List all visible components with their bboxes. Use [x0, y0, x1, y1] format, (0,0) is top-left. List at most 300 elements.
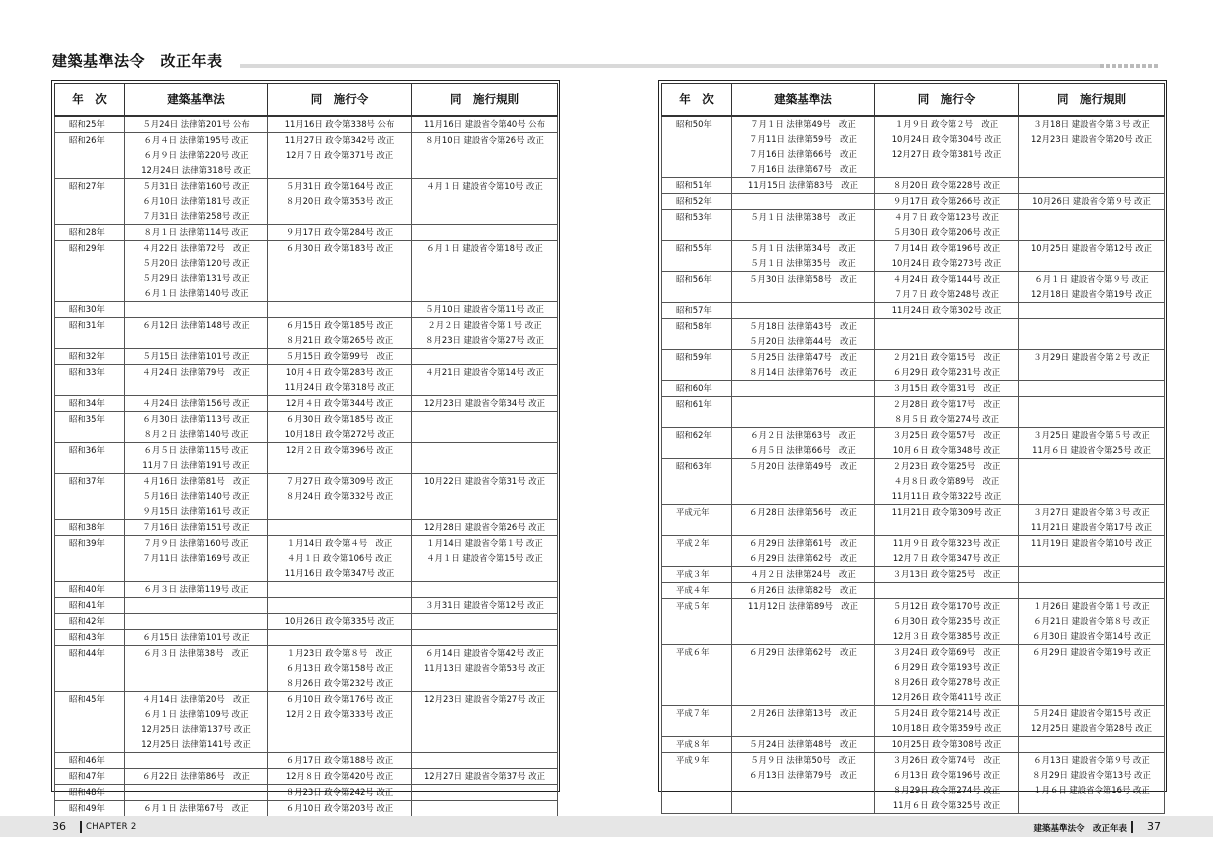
- rule-cell: [412, 133, 558, 179]
- law-cell: [732, 194, 875, 210]
- rule-entry: [413, 349, 556, 364]
- law-entry: 12月25日 法律第137号 改正: [141, 724, 251, 734]
- year-cell: 昭和51年: [662, 178, 732, 194]
- rule-cell: [412, 365, 558, 396]
- right-table-body: [662, 116, 1165, 814]
- law-cell: [732, 178, 875, 194]
- order-entry: 12月４日 政令第344号 改正: [285, 398, 394, 408]
- rule-cell: [1019, 303, 1165, 319]
- rule-entry: ４月１日 建設省令第10号 改正: [426, 181, 543, 191]
- rule-cell: [412, 614, 558, 630]
- year-cell: 平成５年: [662, 599, 732, 645]
- rule-entry: 11月６日 建設省令第25号 改正: [1032, 445, 1151, 455]
- order-entry: 11月９日 政令第323号 改正: [892, 538, 1001, 548]
- order-cell: [875, 583, 1019, 599]
- law-cell: [732, 599, 875, 645]
- law-cell: [125, 520, 268, 536]
- year-cell: 昭和50年: [662, 116, 732, 178]
- order-entry: ７月７日 政令第248号 改正: [893, 289, 1000, 299]
- order-entry: ６月10日 政令第203号 改正: [285, 803, 394, 813]
- order-entry: 12月26日 政令第411号 改正: [891, 692, 1002, 702]
- rule-entry: ３月29日 建設省令第２号 改正: [1033, 352, 1150, 362]
- order-entry: 10月24日 政令第273号 改正: [891, 258, 1002, 268]
- law-entry: ７月16日 法律第67号 改正: [749, 164, 857, 174]
- law-entry: ８月１日 法律第114号 改正: [143, 227, 249, 237]
- order-entry: ８月26日 政令第278号 改正: [892, 677, 1001, 687]
- rule-entry: 12月23日 建設省令第20号 改正: [1030, 134, 1153, 144]
- year-cell: 昭和57年: [662, 303, 732, 319]
- law-entry: ５月９日 法律第50号 改正: [750, 755, 856, 765]
- law-entry: ５月18日 法律第43号 改正: [749, 321, 857, 331]
- order-entry: １月９日 政令第２号 改正: [894, 119, 999, 129]
- page-number-left: 36: [52, 820, 66, 833]
- order-cell: [268, 692, 412, 753]
- table-row: [55, 785, 558, 801]
- rule-cell: [1019, 599, 1165, 645]
- law-entry: ６月３日 法律第38号 改正: [143, 648, 249, 658]
- year-cell: 昭和63年: [662, 459, 732, 505]
- order-cell: [268, 396, 412, 412]
- year-cell: 昭和49年: [55, 801, 125, 817]
- rule-cell: [1019, 397, 1165, 428]
- order-entry: ６月30日 政令第185号 改正: [285, 414, 394, 424]
- law-entry: ４月16日 法律第81号 改正: [142, 476, 250, 486]
- order-entry: [269, 302, 410, 317]
- law-entry: ５月16日 法律第140号 改正: [142, 491, 250, 501]
- table-row: [662, 116, 1165, 178]
- rule-entry: １月14日 建設省令第１号 改正: [426, 538, 543, 548]
- order-cell: [875, 737, 1019, 753]
- rule-entry: ３月25日 建設省令第５号 改正: [1033, 430, 1150, 440]
- order-cell: [875, 319, 1019, 350]
- rule-cell: [1019, 428, 1165, 459]
- table-row: [662, 241, 1165, 272]
- rule-entry: ６月21日 建設省令第８号 改正: [1033, 616, 1150, 626]
- chapter-label: CHAPTER 2: [86, 822, 137, 832]
- rule-cell: [412, 598, 558, 614]
- order-entry: 12月２日 政令第396号 改正: [285, 445, 394, 455]
- rule-entry: [1020, 459, 1163, 474]
- header-enforcement-order: 同 施行令: [875, 84, 1019, 117]
- rule-cell: [1019, 567, 1165, 583]
- table-row: [662, 303, 1165, 319]
- table-row: [55, 630, 558, 646]
- rule-entry: [413, 412, 556, 427]
- rule-entry: 11月21日 建設省令第17号 改正: [1030, 522, 1153, 532]
- law-entry: ５月24日 法律第201号 公布: [142, 119, 250, 129]
- header-enforcement-order: 同 施行令: [268, 84, 412, 117]
- year-cell: 平成３年: [662, 567, 732, 583]
- order-entry: 10月18日 政令第359号 改正: [891, 723, 1002, 733]
- rule-cell: [412, 412, 558, 443]
- order-entry: 12月７日 政令第371号 改正: [285, 150, 394, 160]
- order-cell: [875, 428, 1019, 459]
- year-cell: 平成８年: [662, 737, 732, 753]
- year-cell: 昭和29年: [55, 241, 125, 302]
- law-cell: [732, 567, 875, 583]
- law-entry: ２月26日 法律第13号 改正: [749, 708, 857, 718]
- table-row: [662, 753, 1165, 814]
- law-entry: ６月５日 法律第66号 改正: [750, 445, 856, 455]
- law-entry: ５月31日 法律第160号 改正: [142, 181, 250, 191]
- order-entry: 10月６日 政令第348号 改正: [892, 445, 1001, 455]
- rule-cell: [412, 179, 558, 225]
- year-cell: 昭和40年: [55, 582, 125, 598]
- order-cell: [875, 303, 1019, 319]
- law-cell: [732, 303, 875, 319]
- rule-cell: [1019, 753, 1165, 814]
- law-entry: ４月22日 法律第72号 改正: [142, 243, 250, 253]
- table-row: [55, 179, 558, 225]
- rule-entry: ５月10日 建設省令第11号 改正: [425, 304, 544, 314]
- order-entry: 12月27日 政令第381号 改正: [891, 149, 1002, 159]
- year-cell: 昭和60年: [662, 381, 732, 397]
- chapter-divider: [80, 821, 82, 833]
- rule-entry: ３月18日 建設省令第３号 改正: [1033, 119, 1150, 129]
- law-entry: ６月５日 法律第115号 改正: [143, 445, 249, 455]
- law-cell: [125, 753, 268, 769]
- rule-cell: [1019, 459, 1165, 505]
- table-row: [55, 753, 558, 769]
- law-entry: ６月13日 法律第79号 改正: [749, 770, 857, 780]
- order-cell: [875, 241, 1019, 272]
- law-entry: ９月15日 法律第161号 改正: [142, 506, 250, 516]
- law-cell: [125, 646, 268, 692]
- rule-entry: ５月24日 建設省令第15号 改正: [1032, 708, 1151, 718]
- rule-cell: [412, 241, 558, 302]
- rule-entry: 11月13日 建設省令第53号 改正: [423, 663, 546, 673]
- rule-cell: [412, 785, 558, 801]
- law-entry: ７月９日 法律第160号 改正: [143, 538, 249, 548]
- rule-entry: 12月23日 建設省令第27号 改正: [423, 694, 546, 704]
- law-cell: [125, 582, 268, 598]
- law-cell: [125, 630, 268, 646]
- order-entry: ６月15日 政令第185号 改正: [285, 320, 394, 330]
- year-cell: 昭和37年: [55, 474, 125, 520]
- law-entry: ５月30日 法律第58号 改正: [749, 274, 857, 284]
- law-entry: ６月29日 法律第61号 改正: [749, 538, 857, 548]
- table-row: [55, 318, 558, 349]
- law-entry: [126, 785, 266, 800]
- table-row: [55, 598, 558, 614]
- table-row: [662, 210, 1165, 241]
- law-cell: [125, 179, 268, 225]
- order-entry: ３月25日 政令第57号 改正: [892, 430, 1001, 440]
- order-entry: 11月21日 政令第309号 改正: [891, 507, 1002, 517]
- year-cell: 昭和32年: [55, 349, 125, 365]
- rule-cell: [412, 116, 558, 133]
- rule-cell: [1019, 536, 1165, 567]
- law-entry: ５月１日 法律第34号 改正: [750, 243, 856, 253]
- law-entry: ５月24日 法律第48号 改正: [749, 739, 857, 749]
- rule-entry: ６月29日 建設省令第19号 改正: [1032, 647, 1151, 657]
- law-entry: ６月１日 法律第67号 改正: [143, 803, 249, 813]
- year-cell: 昭和34年: [55, 396, 125, 412]
- year-cell: 昭和44年: [55, 646, 125, 692]
- law-entry: [126, 614, 266, 629]
- law-entry: [126, 302, 266, 317]
- law-cell: [125, 785, 268, 801]
- law-cell: [125, 365, 268, 396]
- table-row: [662, 505, 1165, 536]
- year-cell: 昭和27年: [55, 179, 125, 225]
- law-entry: ４月24日 法律第79号 改正: [142, 367, 250, 377]
- order-entry: 10月26日 政令第335号 改正: [284, 616, 395, 626]
- year-cell: 昭和62年: [662, 428, 732, 459]
- order-entry: ８月23日 政令第242号 改正: [285, 787, 394, 797]
- order-cell: [875, 210, 1019, 241]
- left-table-body: [55, 116, 558, 817]
- order-cell: [268, 318, 412, 349]
- rule-entry: [413, 614, 556, 629]
- law-entry: ６月26日 法律第82号 改正: [749, 585, 857, 595]
- table-row: [55, 133, 558, 179]
- law-cell: [125, 536, 268, 582]
- table-row: [662, 350, 1165, 381]
- order-entry: [269, 598, 410, 613]
- order-cell: [875, 567, 1019, 583]
- rule-cell: [1019, 645, 1165, 706]
- rule-entry: 10月26日 建設省令第９号 改正: [1032, 196, 1151, 206]
- law-entry: ４月14日 法律第20号 改正: [142, 694, 250, 704]
- law-entry: ６月４日 法律第195号 改正: [143, 135, 249, 145]
- law-cell: [125, 116, 268, 133]
- page-number-right: 37: [1147, 820, 1161, 833]
- order-entry: ９月17日 政令第266号 改正: [892, 196, 1001, 206]
- rule-entry: [1020, 737, 1163, 752]
- table-row: [55, 443, 558, 474]
- rule-cell: [412, 225, 558, 241]
- law-cell: [125, 474, 268, 520]
- year-cell: 昭和42年: [55, 614, 125, 630]
- law-entry: ５月29日 法律第131号 改正: [142, 273, 250, 283]
- law-cell: [125, 769, 268, 785]
- law-cell: [125, 692, 268, 753]
- order-entry: ８月24日 政令第332号 改正: [285, 491, 394, 501]
- law-entry: ６月９日 法律第220号 改正: [143, 150, 249, 160]
- order-entry: ９月17日 政令第284号 改正: [285, 227, 394, 237]
- order-entry: ６月17日 政令第188号 改正: [285, 755, 394, 765]
- order-entry: 11月24日 政令第318号 改正: [284, 382, 395, 392]
- order-cell: [268, 614, 412, 630]
- law-entry: 12月25日 法律第141号 改正: [141, 739, 251, 749]
- order-entry: ２月23日 政令第25号 改正: [892, 461, 1001, 471]
- law-cell: [732, 737, 875, 753]
- law-cell: [732, 241, 875, 272]
- law-cell: [125, 614, 268, 630]
- year-cell: 昭和61年: [662, 397, 732, 428]
- order-entry: [269, 582, 410, 597]
- rule-entry: [1020, 178, 1163, 193]
- law-entry: 11月７日 法律第191号 改正: [142, 460, 250, 470]
- rule-cell: [1019, 116, 1165, 178]
- law-entry: ５月20日 法律第44号 改正: [749, 336, 857, 346]
- law-cell: [732, 753, 875, 814]
- table-row: [662, 706, 1165, 737]
- order-cell: [268, 769, 412, 785]
- year-cell: 昭和43年: [55, 630, 125, 646]
- year-cell: 昭和53年: [662, 210, 732, 241]
- table-row: [55, 801, 558, 817]
- order-cell: [268, 582, 412, 598]
- year-cell: 昭和48年: [55, 785, 125, 801]
- law-cell: [125, 133, 268, 179]
- table-row: [662, 536, 1165, 567]
- rule-entry: [1020, 583, 1163, 598]
- law-cell: [125, 801, 268, 817]
- order-entry: ６月10日 政令第176号 改正: [285, 694, 394, 704]
- order-entry: ６月30日 政令第183号 改正: [285, 243, 394, 253]
- year-cell: 昭和35年: [55, 412, 125, 443]
- rule-entry: １月26日 建設省令第１号 改正: [1033, 601, 1150, 611]
- order-entry: 11月24日 政令第302号 改正: [891, 305, 1002, 315]
- year-cell: 昭和25年: [55, 116, 125, 133]
- order-entry: ４月８日 政令第89号 改正: [893, 476, 1000, 486]
- rule-entry: 10月22日 建設省令第31号 改正: [423, 476, 546, 486]
- order-entry: ８月21日 政令第265号 改正: [285, 335, 394, 345]
- law-entry: ７月11日 法律第169号 改正: [142, 553, 250, 563]
- law-cell: [732, 319, 875, 350]
- right-table-frame: [658, 80, 1167, 810]
- year-cell: 昭和33年: [55, 365, 125, 396]
- law-entry: ７月16日 法律第151号 改正: [142, 522, 250, 532]
- order-cell: [875, 178, 1019, 194]
- rule-entry: ８月10日 建設省令第26号 改正: [425, 135, 544, 145]
- law-entry: [126, 598, 266, 613]
- law-entry: [126, 753, 266, 768]
- law-cell: [125, 412, 268, 443]
- law-entry: 12月24日 法律第318号 改正: [141, 165, 251, 175]
- order-cell: [268, 536, 412, 582]
- law-entry: [733, 397, 873, 412]
- law-cell: [732, 272, 875, 303]
- footer-bar: [0, 816, 1213, 837]
- law-cell: [732, 428, 875, 459]
- order-cell: [875, 350, 1019, 381]
- rule-cell: [412, 753, 558, 769]
- order-cell: [875, 194, 1019, 210]
- rule-entry: ６月１日 建設省令第９号 改正: [1034, 274, 1149, 284]
- rule-cell: [412, 443, 558, 474]
- year-cell: 昭和38年: [55, 520, 125, 536]
- law-entry: ７月11日 法律第59号 改正: [749, 134, 857, 144]
- header-year: 年 次: [55, 84, 125, 117]
- header-enforcement-rules: 同 施行規則: [1019, 84, 1165, 117]
- law-cell: [732, 397, 875, 428]
- order-entry: ４月24日 政令第144号 改正: [892, 274, 1001, 284]
- order-entry: 12月２日 政令第333号 改正: [285, 709, 394, 719]
- order-entry: 12月３日 政令第385号 改正: [892, 631, 1001, 641]
- year-cell: 昭和31年: [55, 318, 125, 349]
- order-cell: [268, 133, 412, 179]
- rule-entry: 11月19日 建設省令第10号 改正: [1030, 538, 1153, 548]
- order-entry: ２月21日 政令第15号 改正: [892, 352, 1001, 362]
- law-cell: [732, 350, 875, 381]
- law-entry: [733, 194, 873, 209]
- order-entry: [876, 319, 1017, 334]
- footer-title: 建築基準法令 改正年表: [1033, 824, 1127, 834]
- year-cell: 昭和47年: [55, 769, 125, 785]
- law-entry: 11月15日 法律第83号 改正: [747, 180, 858, 190]
- order-cell: [875, 397, 1019, 428]
- law-entry: ６月10日 法律第181号 改正: [142, 196, 250, 206]
- law-entry: ５月20日 法律第49号 改正: [749, 461, 857, 471]
- order-cell: [268, 412, 412, 443]
- law-cell: [125, 225, 268, 241]
- rule-entry: 12月23日 建設省令第34号 改正: [423, 398, 546, 408]
- rule-cell: [412, 582, 558, 598]
- law-entry: ６月３日 法律第119号 改正: [143, 584, 249, 594]
- year-cell: 昭和28年: [55, 225, 125, 241]
- rule-cell: [412, 520, 558, 536]
- table-row: [55, 396, 558, 412]
- rule-cell: [1019, 737, 1165, 753]
- order-entry: ３月13日 政令第25号 改正: [892, 569, 1001, 579]
- order-cell: [875, 706, 1019, 737]
- order-entry: [876, 583, 1017, 598]
- rule-entry: [413, 582, 556, 597]
- rule-entry: ８月23日 建設省令第27号 改正: [425, 335, 544, 345]
- law-cell: [125, 598, 268, 614]
- law-cell: [732, 381, 875, 397]
- order-cell: [268, 349, 412, 365]
- table-row: [662, 381, 1165, 397]
- order-cell: [268, 520, 412, 536]
- rule-cell: [1019, 178, 1165, 194]
- header-year: 年 次: [662, 84, 732, 117]
- order-entry: 12月８日 政令第420号 改正: [285, 771, 394, 781]
- order-entry: ５月31日 政令第164号 改正: [285, 181, 394, 191]
- year-cell: 昭和58年: [662, 319, 732, 350]
- left-revision-table: [54, 83, 558, 817]
- year-cell: 平成９年: [662, 753, 732, 814]
- order-entry: ８月26日 政令第232号 改正: [285, 678, 394, 688]
- rule-entry: 12月18日 建設省令第19号 改正: [1030, 289, 1153, 299]
- title-rule: [240, 64, 1160, 68]
- order-entry: １月14日 政令第４号 改正: [286, 538, 393, 548]
- year-cell: 昭和55年: [662, 241, 732, 272]
- left-table-frame: [51, 80, 560, 813]
- header-building-standards-act: 建築基準法: [125, 84, 268, 117]
- order-entry: ３月15日 政令第31号 改正: [892, 383, 1001, 393]
- rule-cell: [1019, 210, 1165, 241]
- law-entry: ５月25日 法律第47号 改正: [749, 352, 857, 362]
- law-cell: [125, 396, 268, 412]
- rule-entry: ８月29日 建設省令第13号 改正: [1032, 770, 1151, 780]
- rule-cell: [412, 801, 558, 817]
- law-cell: [732, 645, 875, 706]
- order-entry: [269, 630, 410, 645]
- order-cell: [268, 365, 412, 396]
- rule-entry: ３月31日 建設省令第12号 改正: [425, 600, 544, 610]
- order-cell: [875, 599, 1019, 645]
- order-entry: ２月28日 政令第17号 改正: [892, 399, 1001, 409]
- year-cell: 昭和30年: [55, 302, 125, 318]
- table-row: [55, 349, 558, 365]
- law-cell: [732, 459, 875, 505]
- rule-cell: [412, 349, 558, 365]
- year-cell: 昭和45年: [55, 692, 125, 753]
- law-entry: ６月30日 法律第113号 改正: [142, 414, 250, 424]
- law-entry: ４月２日 法律第24号 改正: [750, 569, 856, 579]
- rule-entry: ２月２日 建設省令第１号 改正: [427, 320, 542, 330]
- rule-entry: ６月13日 建設省令第９号 改正: [1033, 755, 1150, 765]
- order-entry: ６月13日 政令第158号 改正: [285, 663, 394, 673]
- rule-entry: [413, 630, 556, 645]
- order-cell: [875, 116, 1019, 178]
- rule-entry: [413, 225, 556, 240]
- header-enforcement-rules: 同 施行規則: [412, 84, 558, 117]
